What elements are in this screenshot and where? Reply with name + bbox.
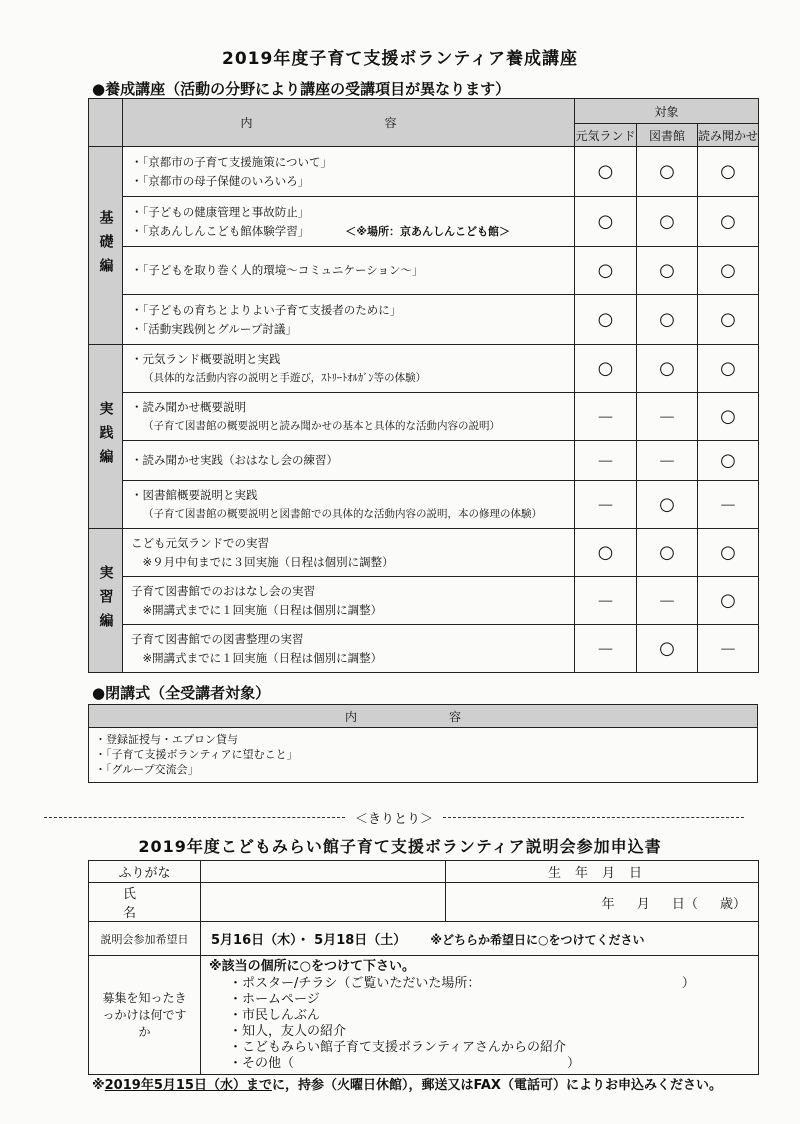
mark-genki-land: ○ [575, 247, 637, 295]
course-table [88, 98, 759, 673]
course-item-line: ・図書館概要説明と実践 [131, 487, 258, 502]
mark-library: － [637, 393, 698, 441]
trigger-label: 募集を知ったきっかけは何ですか [89, 956, 201, 1075]
closing-items [89, 728, 758, 783]
mark-library: － [637, 577, 698, 625]
group-label: 基礎編 [89, 147, 123, 345]
course-item-line: ・読み聞かせ実践（おはなし会の練習） [131, 453, 338, 467]
course-row [89, 247, 759, 295]
trigger-option[interactable]: ・その他（ ） [229, 1056, 581, 1071]
course-item [123, 441, 575, 481]
header-genki-land: 元気ランド [575, 124, 637, 147]
mark-genki-land: － [575, 441, 637, 481]
session-dates[interactable]: 5月16日（木）・ 5月18日（土） [211, 933, 407, 948]
closing-table [88, 704, 758, 783]
form-title: 2019年度こどもみらい館子育て支援ボランティア説明会参加申込書 [138, 837, 662, 856]
course-row [89, 345, 759, 393]
trigger-instruction: ※該当の個所に○をつけて下さい。 [209, 959, 415, 974]
footer-note [92, 1074, 722, 1093]
closing-item: ・「子育て支援ボランティアに望むこと」 [95, 748, 298, 761]
mark-genki-land: ○ [575, 295, 637, 345]
mark-library: ○ [637, 625, 698, 673]
mark-genki-land: － [575, 393, 637, 441]
mark-genki-land: ○ [575, 197, 637, 247]
course-item-text: ・「京あんしんこども館体験学習」 [131, 223, 310, 238]
mark-read-aloud: ○ [698, 295, 759, 345]
closing-item: ・登録証授与・エプロン貸与 [95, 733, 238, 746]
course-item [123, 577, 575, 625]
course-item-line: ・「子どもの育ちとよりよい子育て支援者のために」 [131, 302, 402, 317]
birth-date-label: 生年月日 [446, 861, 759, 883]
trigger-option[interactable]: ・ポスター/チラシ（ご覧いただいた場所： ） [229, 976, 695, 991]
mark-library: ○ [637, 345, 698, 393]
course-item-line: こども元気ランドでの実習 [131, 535, 269, 550]
closing-header: 内 容 [89, 705, 758, 728]
course-item [123, 393, 575, 441]
footer-prefix: ※ [92, 1078, 105, 1093]
page-title: 2019年度子育て支援ボランティア養成講座 [222, 49, 578, 69]
course-item [123, 295, 575, 345]
cut-line-left [44, 817, 345, 818]
course-item-line: ・「子どもの健康管理と事故防止」 [131, 204, 310, 219]
furigana-field[interactable] [201, 861, 446, 883]
name-label: 氏 名 [89, 883, 201, 922]
header-library: 図書館 [637, 124, 698, 147]
course-item [123, 247, 575, 295]
course-item [123, 197, 575, 247]
course-item-line: ・元気ランド概要説明と実践 [131, 351, 281, 366]
course-item [123, 481, 575, 529]
trigger-option[interactable]: ・こどもみらい館子育て支援ボランティアさんからの紹介 [229, 1040, 566, 1055]
mark-library: ○ [637, 529, 698, 577]
mark-library: ○ [637, 147, 698, 197]
mark-library: ○ [637, 295, 698, 345]
course-item-line: ・読み聞かせ概要説明 [131, 399, 246, 414]
header-target: 対象 [575, 99, 759, 124]
mark-read-aloud: － [698, 625, 759, 673]
mark-library: ○ [637, 481, 698, 529]
course-item-line: ※開講式までに１回実施（日程は個別に調整） [131, 602, 383, 617]
application-form [88, 860, 759, 1075]
course-row [89, 393, 759, 441]
course-item-line [131, 222, 566, 241]
mark-read-aloud: ○ [698, 441, 759, 481]
mark-genki-land: － [575, 625, 637, 673]
course-row [89, 441, 759, 481]
course-location-note: ＜※場所：京あんしんこども館＞ [345, 224, 510, 238]
course-item-line: ※開講式までに１回実施（日程は個別に調整） [131, 650, 383, 665]
mark-library: ○ [637, 247, 698, 295]
cut-line-label: ＜きりとり＞ [355, 812, 434, 827]
course-item [123, 345, 575, 393]
footer-rest: に，持参（火曜日休館），郵送又はFAX（電話可）によりお申込みください。 [271, 1078, 722, 1093]
course-item-line: ・「子どもを取り巻く人的環境～コミュニケーション～」 [131, 263, 424, 277]
mark-read-aloud: ○ [698, 529, 759, 577]
course-item [123, 529, 575, 577]
course-item-detail: （子育て図書館の概要説明と読み聞かせの基本と具体的な活動内容の説明） [143, 419, 500, 432]
session-label: 説明会参加希望日 [89, 922, 201, 956]
mark-read-aloud: ○ [698, 393, 759, 441]
birth-date-field[interactable]: 年 月 日（ 歳） [446, 883, 759, 922]
course-item-line: ・「京都市の子育て支援施策について」 [131, 154, 333, 169]
cut-line-right [443, 817, 744, 818]
trigger-option[interactable]: ・知人，友人の紹介 [229, 1024, 347, 1039]
header-content: 内 容 [123, 99, 575, 147]
course-item [123, 625, 575, 673]
mark-genki-land: ○ [575, 345, 637, 393]
course-item-line: 子育て図書館での図書整理の実習 [131, 631, 304, 646]
closing-item: ・「グループ交流会」 [95, 763, 199, 776]
cut-line [44, 808, 744, 827]
closing-heading: ●閉講式（全受講者対象） [92, 684, 271, 702]
trigger-option[interactable]: ・ホームページ [229, 992, 320, 1007]
mark-genki-land: － [575, 577, 637, 625]
course-row [89, 577, 759, 625]
mark-library: － [637, 441, 698, 481]
furigana-label: ふりがな [89, 861, 201, 883]
course-row [89, 147, 759, 197]
course-row [89, 529, 759, 577]
name-field[interactable] [201, 883, 446, 922]
course-row [89, 625, 759, 673]
mark-read-aloud: ○ [698, 147, 759, 197]
mark-read-aloud: ○ [698, 577, 759, 625]
mark-genki-land: ○ [575, 529, 637, 577]
mark-read-aloud: ○ [698, 197, 759, 247]
mark-read-aloud: ○ [698, 345, 759, 393]
trigger-option[interactable]: ・市民しんぶん [229, 1008, 321, 1023]
mark-read-aloud: － [698, 481, 759, 529]
footer-deadline: 2019年5月15日（水）まで [104, 1078, 272, 1093]
mark-genki-land: － [575, 481, 637, 529]
course-item-line: ・「京都市の母子保健のいろいろ」 [131, 173, 310, 188]
group-label: 実践編 [89, 345, 123, 529]
course-item-line: ・「活動実践例とグループ討議」 [131, 321, 297, 336]
course-row [89, 481, 759, 529]
course-row [89, 197, 759, 247]
trigger-options[interactable] [201, 956, 759, 1075]
course-item [123, 147, 575, 197]
mark-genki-land: ○ [575, 147, 637, 197]
mark-library: ○ [637, 197, 698, 247]
group-label: 実習編 [89, 529, 123, 673]
session-dates-cell[interactable] [201, 922, 759, 956]
course-item-line: 子育て図書館でのおはなし会の実習 [131, 583, 315, 598]
header-blank [89, 99, 123, 147]
mark-read-aloud: ○ [698, 247, 759, 295]
course-heading: ●養成講座（活動の分野により講座の受講項目が異なります） [92, 80, 511, 98]
session-hint: ※どちらか希望日に○をつけてください [430, 933, 645, 947]
header-read-aloud: 読み聞かせ [698, 124, 759, 147]
course-item-detail: （具体的な活動内容の説明と手遊び，ｽﾄﾘｰﾄｵﾙｶﾞﾝ等の体験） [143, 371, 427, 384]
course-row [89, 295, 759, 345]
course-item-line: ※９月中旬までに３回実施（日程は個別に調整） [131, 554, 394, 569]
course-item-detail: （子育て図書館の概要説明と図書館での具体的な活動内容の説明，本の修理の体験） [143, 507, 542, 520]
